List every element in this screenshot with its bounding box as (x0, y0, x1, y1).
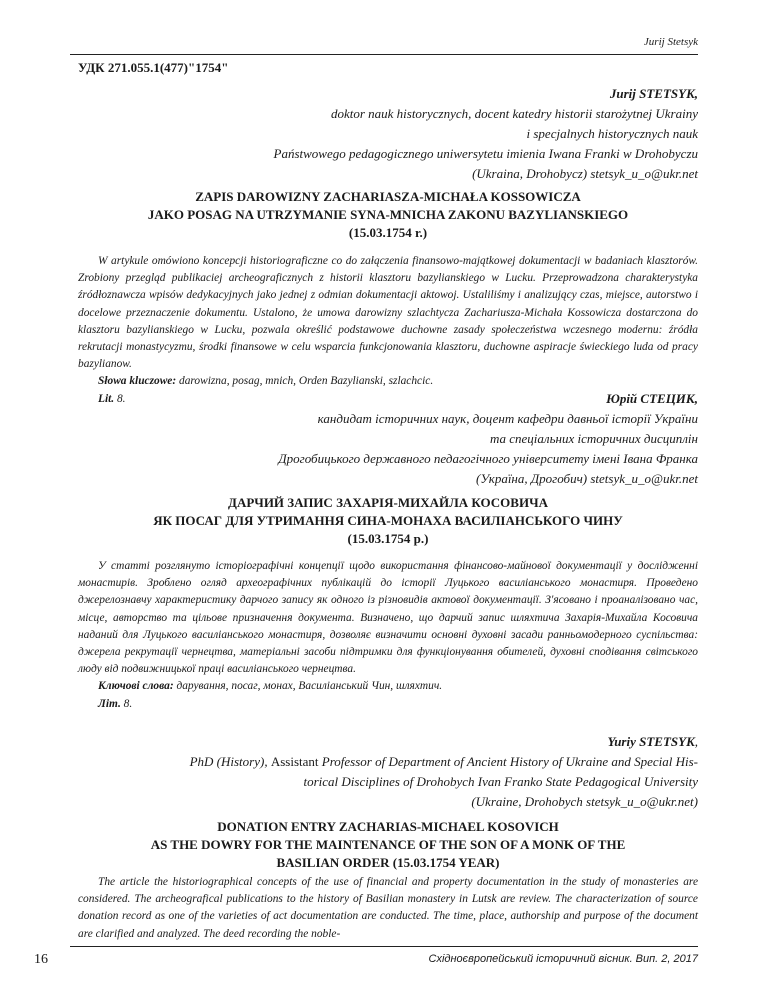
polish-affiliation-line: (Ukraina, Drohobycz) stetsyk_u_o@ukr.net (472, 166, 698, 181)
english-title-line: BASILIAN ORDER (15.03.1754 YEAR) (276, 855, 500, 870)
ukrainian-abstract-block (78, 558, 698, 713)
udk-code: УДК 271.055.1(477)"1754" (78, 60, 229, 75)
page-number: 16 (34, 952, 48, 967)
english-abstract-block (78, 874, 698, 943)
polish-affiliation-line: i specjalnych historycznych nauk (526, 126, 698, 141)
polish-keywords: Słowa kluczowe: darowizna, posag, mnich, Orden Bazylianski, szlachcic. (98, 375, 434, 388)
ukrainian-affiliation-line: кандидат історичних наук, доцент кафедри давньої історії України (317, 411, 698, 426)
ukrainian-affiliation-line: та спеціальних історичних дисциплін (489, 431, 698, 446)
polish-title (78, 188, 698, 242)
footer-rule (70, 946, 698, 947)
ukrainian-lit: Літ. 8. (98, 697, 133, 710)
ukrainian-abstract: У статті розглянуто історіографічні концепції щодо використання фінансово-майнової документації у дослідженні монастирів. Зроблено огляд археографічних публікацій до історії Луцького василіанського монастиря. Проведено джерелознавчу характеристику дарчого запису як одного із різновидів актової документації. З'ясовано і проаналізовано час, місце, авторство та цільове призначення документа. Визначено, що дарчий запис шляхтича Захарія-Михайла Косовича наданий для Луцького василіанського монастиря, дозволяє визначити основні духовні засади ранньомодерного суспільства: джерела рекрутації чернецтва, матеріальні засоби підтримки для функціонування обителей, духовні сподівання світського люду від подвижницької праці василіанського чернецтва. (78, 560, 698, 676)
ukrainian-affiliation-line: (Україна, Дрогобич) stetsyk_u_o@ukr.net (475, 471, 698, 486)
polish-title-line: ZAPIS DAROWIZNY ZACHARIASZA-MICHAŁA KOSSOWICZA (195, 189, 581, 204)
polish-affiliation-line: doktor nauk historycznych, docent katedry historii starożytnej Ukrainy (330, 106, 698, 121)
ukrainian-author-block (78, 389, 698, 489)
english-abstract: The article the historiographical concepts of the use of financial and property documentation in the study of monasteries are considered. The archeografical publications to the history of Basilian monastery in Lutsk are review. The characterization of source donation record as one of the varieties of act documentation are conducted. The time, place, authorship and purpose of the document are clarified and analyzed. The deed recording the noble- (78, 876, 698, 940)
polish-title-line: JAKO POSAG NA UTRZYMANIE SYNA-MNICHA ZAKONU BAZYLIANSKIEGO (147, 207, 629, 222)
english-affiliation-line: torical Disciplines of Drohobych Ivan Franko State Pedagogical University (303, 774, 698, 789)
english-affiliation-line: PhD (History), Assistant Professor of Department of Ancient History of Ukraine and Special His- (189, 754, 698, 769)
polish-author-block (78, 84, 698, 184)
english-title (78, 818, 698, 872)
polish-title-line: (15.03.1754 r.) (348, 225, 428, 240)
ukrainian-keywords: Ключові слова: дарування, посаг, монах, Василіанський Чин, шляхтич. (98, 680, 443, 693)
english-title-line: AS THE DOWRY FOR THE MAINTENANCE OF THE SON OF A MONK OF THE (150, 837, 626, 852)
ukrainian-title (78, 494, 698, 548)
ukrainian-title-line: (15.03.1754 р.) (347, 531, 429, 546)
english-author-block (78, 732, 698, 812)
polish-lit: Lit. 8. (98, 392, 126, 405)
polish-affiliation-line: Państwowego pedagogicznego uniwersytetu imienia Iwana Franki w Drohobyczu (273, 146, 698, 161)
journal-title: Східноєвропейський історичний вісник. Вип. 2, 2017 (428, 953, 698, 965)
polish-author-name: Jurij STETSYK, (609, 86, 698, 101)
ukrainian-affiliation-line: Дрогобицького державного педагогічного університету імені Івана Франка (278, 451, 698, 466)
ukrainian-title-line: ЯК ПОСАГ ДЛЯ УТРИМАННЯ СИНА-МОНАХА ВАСИЛІАНСЬКОГО ЧИНУ (153, 513, 623, 528)
running-head: Jurij Stetsyk (643, 36, 698, 48)
header-rule (70, 54, 698, 55)
english-title-line: DONATION ENTRY ZACHARIAS-MICHAEL KOSOVICH (217, 819, 559, 834)
english-author-name-line: Yuriy STETSYK, (607, 734, 698, 749)
english-affiliation-line: (Ukraine, Drohobych stetsyk_u_o@ukr.net) (471, 794, 698, 809)
ukrainian-title-line: ДАРЧИЙ ЗАПИС ЗАХАРІЯ-МИХАЙЛА КОСОВИЧА (228, 495, 548, 510)
ukrainian-author-name: Юрій СТЕЦИК, (606, 391, 698, 406)
polish-abstract: W artykule omówiono koncepcji historiograficzne co do załączenia finansowo-majątkowej dokumentacji w badaniach klasztorów. Zrobiony przegląd publikaciej archeograficznych z historii klasztoru bazylianskiego w Lucku. Przeprowadzona charakterystyka źródłoznawcza wpisów dedykacyjnych jako jednej z odmian dokumentacji aktowoj. Ustaliliśmy i analizujący czas, miejsce, autorstwo i docelowe przeznaczenie dokumentu. Ustalono, że umowa darowizny szlachtycza Zachariusza-Michała Kossowicza dostarczona do klasztoru bazylianskiego w Lucku, pozwala określić podstawowe duchowne zasady społeczeństwa wczesnego modernu: źródła rekrutacji monastycyzmu, środki finansowe w celu wsparcia funkcjonowania klasztoru, duchowne aspiracje świeckiego luda od pracy bazylianow. (78, 255, 698, 371)
polish-abstract-block (78, 253, 698, 408)
